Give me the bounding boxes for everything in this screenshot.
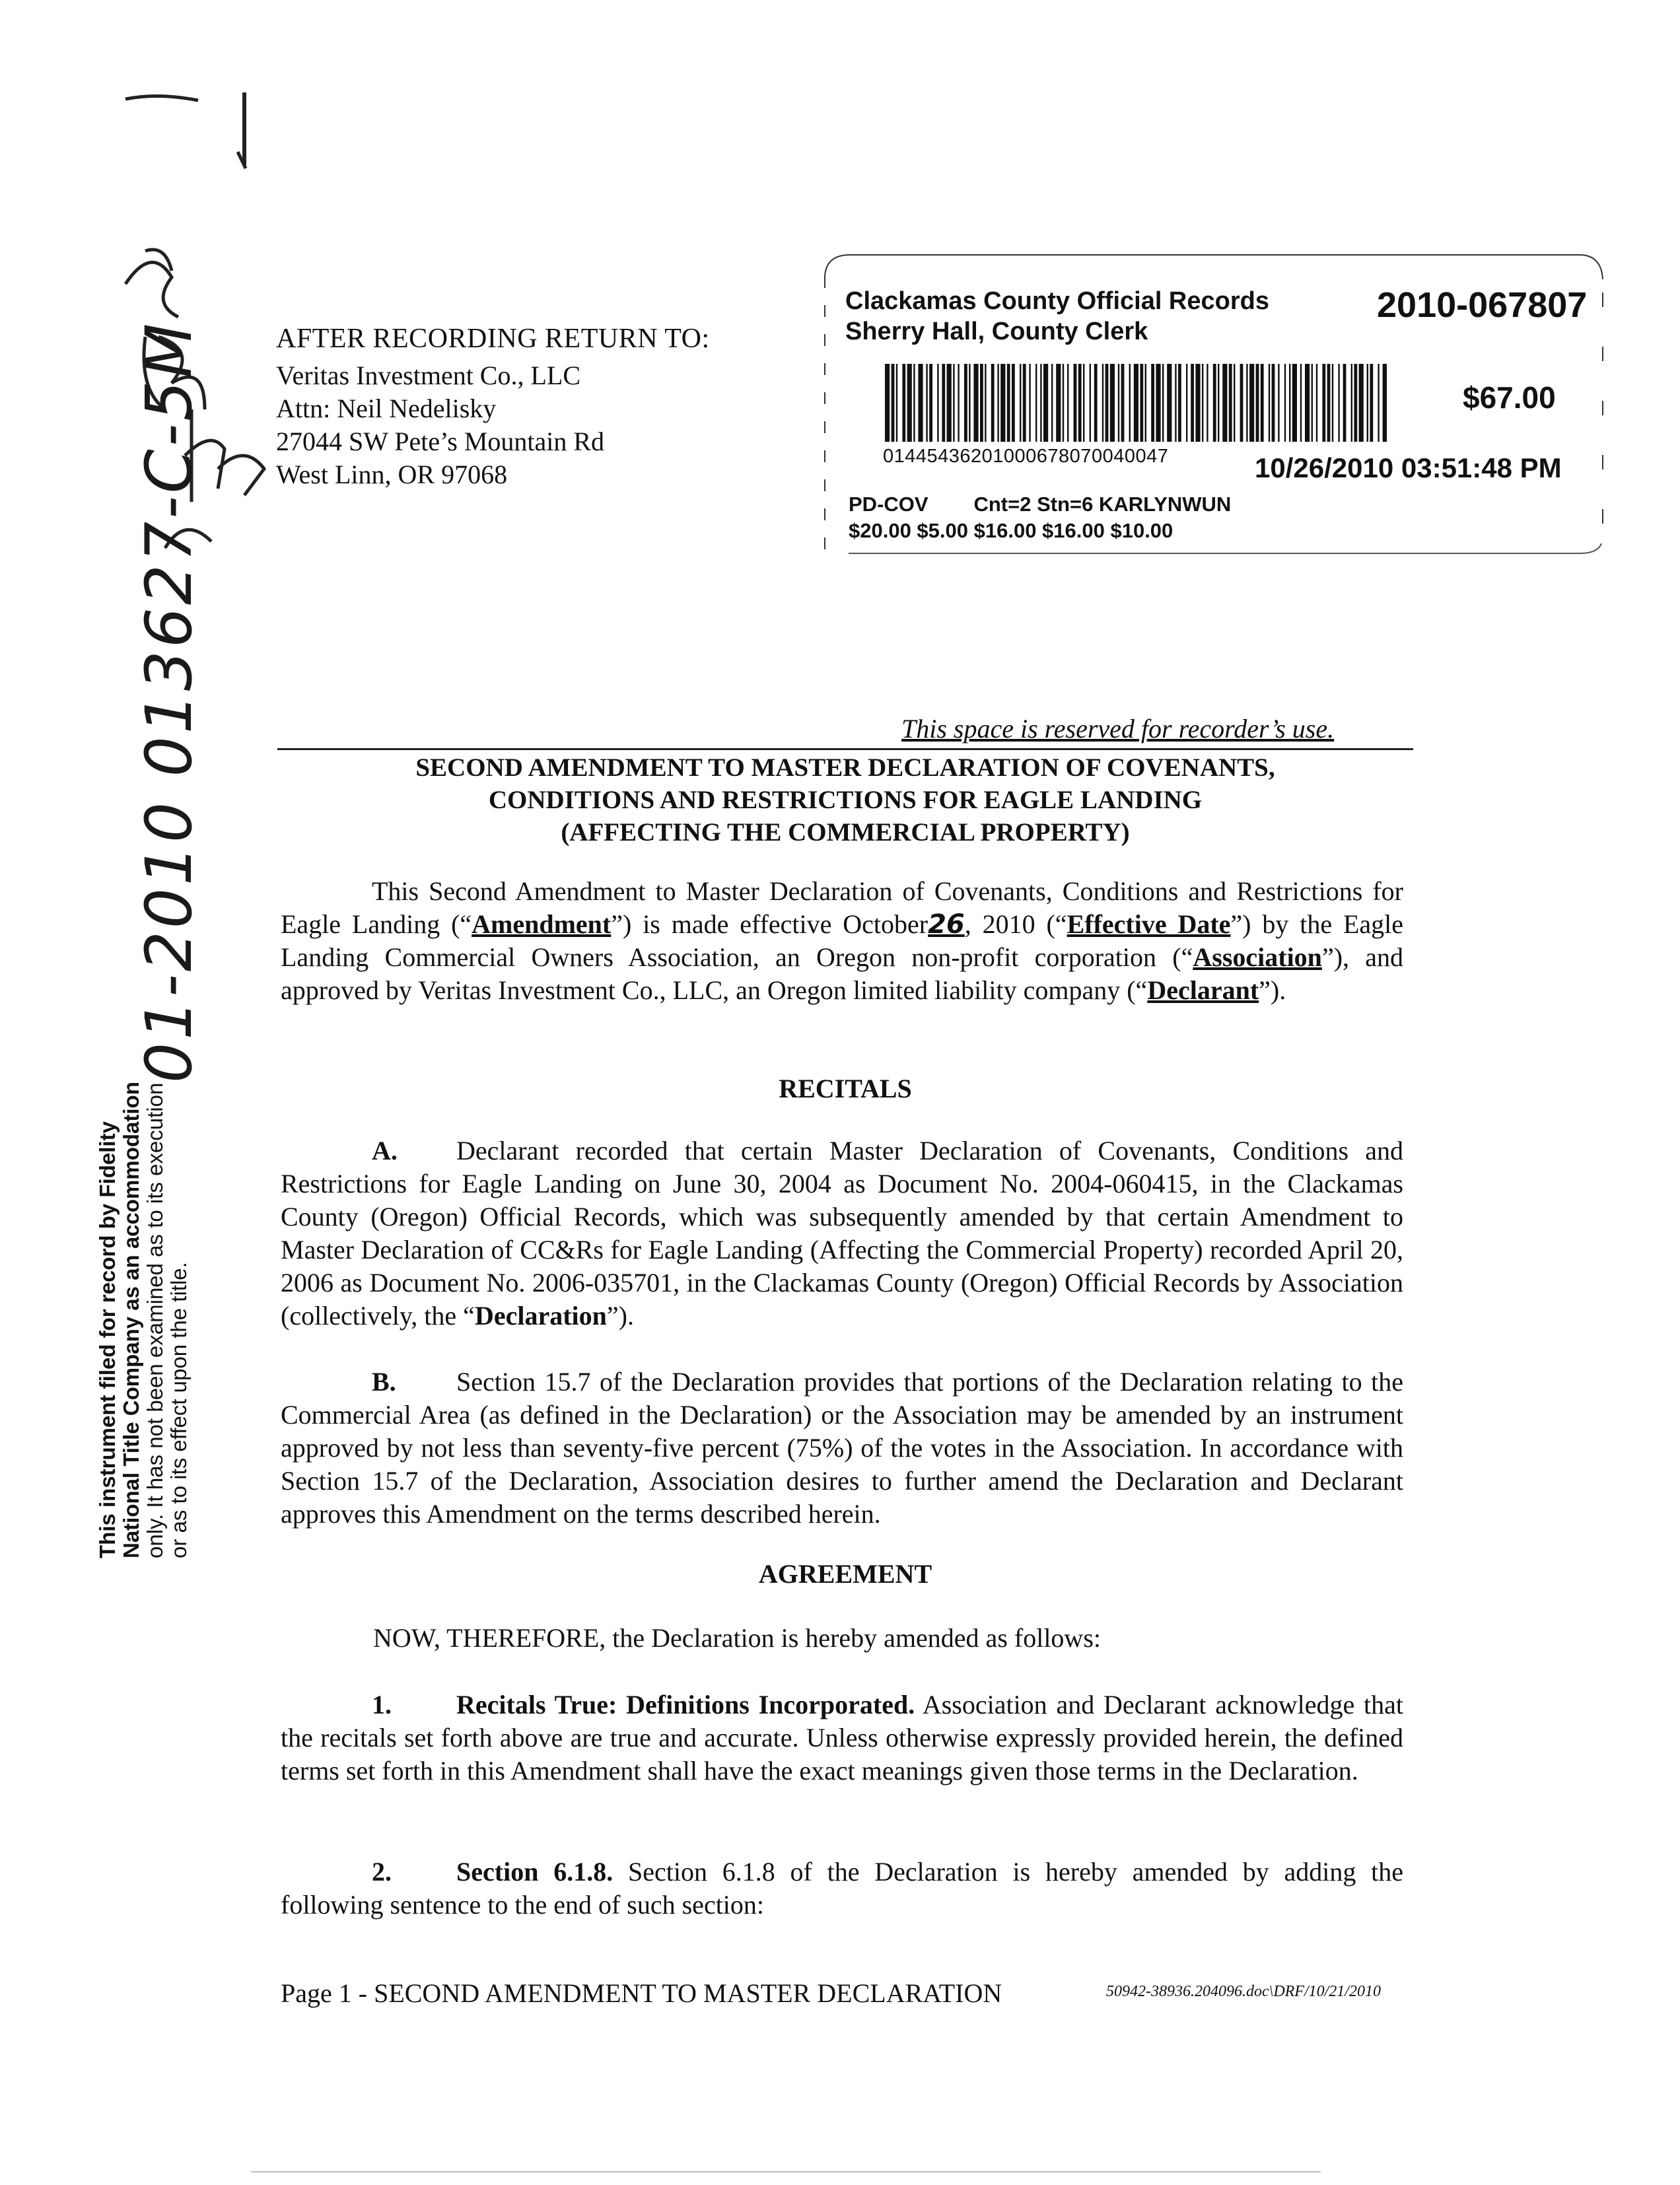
- defined-term-declarant: Declarant: [1147, 975, 1259, 1005]
- return-address-block: [276, 322, 710, 491]
- recording-office-line-2: Sherry Hall, County Clerk: [845, 318, 1148, 345]
- recital-a-text-end: ”).: [606, 1301, 634, 1331]
- return-address-heading: AFTER RECORDING RETURN TO:: [276, 324, 710, 354]
- section-2-text: Section 6.1.8 of the Declaration is hereby amended by adding the following sentence to the end of such section:: [281, 1857, 1404, 1920]
- return-address-line-4: West Linn, OR 97068: [276, 460, 508, 489]
- intro-text-5: ”), and approved by Veritas Investment Co., LLC, an Oregon limited liability company (“: [281, 942, 1404, 1005]
- recording-fee-breakdown: $20.00 $5.00 $16.00 $16.00 $10.00: [849, 519, 1173, 542]
- recital-b: [281, 1366, 1403, 1531]
- recording-code: PD-COV Cnt=2 Stn=6 KARLYNWUN: [849, 493, 1232, 516]
- intro-paragraph: [281, 875, 1403, 1007]
- return-address-line-1: Veritas Investment Co., LLC: [276, 361, 581, 390]
- page-footer: Page 1 - SECOND AMENDMENT TO MASTER DECLARATION: [281, 1978, 1002, 2008]
- disclaimer-line-1: This instrument filed for record by Fidelity: [95, 1121, 120, 1558]
- recording-stamp: [822, 253, 1605, 557]
- intro-text-1: This Second Amendment to Master Declaration of Covenants, Conditions and Restrictions for Eagle Landing (“: [281, 876, 1403, 939]
- disclaimer-line-3: only. It has not been examined as to its execution: [143, 1082, 167, 1558]
- recital-a-text: Declarant recorded that certain Master Declaration of Covenants, Conditions and Restrictions for Eagle Landing on June 30, 2004 as Document No. 2004-060415, in the Clackamas County (Oregon) Official Records, which was subsequently amended by that certain Amendment to Master Declaration of CC&Rs for Eagle Landing (Affecting the Commercial Property) recorded April 20, 2006 as Document No. 2006-035701, in the Clackamas County (Oregon) Official Records by Association (collectively, the “: [281, 1136, 1403, 1331]
- document-title: [277, 751, 1413, 849]
- defined-term-effective-date: Effective Date: [1067, 909, 1231, 939]
- section-1-text: Association and Declarant acknowledge that the recitals set forth above are true and accurate. Unless otherwise expressly provided herein, the defined terms set forth in this Amendment shall have the exact meanings given those terms in the Declaration.: [281, 1690, 1403, 1786]
- section-1-title: Recitals True: Definitions Incorporated.: [456, 1690, 915, 1719]
- section-2-number: 2.: [372, 1857, 392, 1887]
- title-company-disclaimer: [96, 1082, 191, 1558]
- recorder-use-note: This space is reserved for recorder’s use.: [901, 714, 1335, 744]
- disclaimer-line-4: or as to its effect upon the title.: [166, 1262, 191, 1558]
- recital-b-text: Section 15.7 of the Declaration provides that portions of the Declaration relating to the Commercial Area (as defined in the Declaration) or the Association may be amended by an instrument approved by not less than seventy-five percent (75%) of the votes in the Association. In accordance with Section 15.7 of the Declaration, Association desires to further amend the Declaration and Declarant approves this Amendment on the terms described herein.: [281, 1367, 1403, 1529]
- recording-document-number: 2010-067807: [1377, 285, 1588, 325]
- section-1-number: 1.: [372, 1690, 392, 1719]
- handwritten-effective-day: 26: [928, 909, 965, 940]
- recording-fee-total: $67.00: [1463, 380, 1556, 415]
- document-title-line-1: SECOND AMENDMENT TO MASTER DECLARATION OF COVENANTS,: [415, 753, 1275, 782]
- title-divider: [277, 748, 1413, 750]
- recital-a: [281, 1134, 1403, 1333]
- section-2: [281, 1856, 1403, 1922]
- return-address-line-2: Attn: Neil Nedelisky: [276, 394, 497, 423]
- recital-b-label: B.: [372, 1367, 396, 1397]
- document-title-line-3: (AFFECTING THE COMMERCIAL PROPERTY): [561, 818, 1130, 847]
- defined-term-association: Association: [1193, 942, 1322, 972]
- disclaimer-line-2: National Title Company as an accommodation: [119, 1082, 143, 1558]
- document-title-line-2: CONDITIONS AND RESTRICTIONS FOR EAGLE LANDING: [488, 786, 1203, 814]
- agreement-heading: AGREEMENT: [758, 1559, 932, 1589]
- bottom-edge-line: [251, 2171, 1321, 2172]
- intro-text-2: ”) is made effective October: [611, 909, 928, 939]
- handwritten-recording-number: 01-2010 013627-C-5M: [132, 320, 206, 1083]
- defined-term-amendment: Amendment: [472, 909, 612, 939]
- recording-datetime: 10/26/2010 03:51:48 PM: [1255, 452, 1562, 483]
- section-2-title: Section 6.1.8.: [456, 1857, 613, 1887]
- recording-office: [845, 286, 1269, 347]
- recital-a-label: A.: [372, 1136, 398, 1165]
- intro-text-6: ”).: [1259, 975, 1286, 1005]
- barcode-number: 01445436201000678070040047: [883, 446, 1169, 467]
- defined-term-declaration: Declaration: [474, 1301, 607, 1331]
- recording-office-line-1: Clackamas County Official Records: [845, 287, 1269, 315]
- intro-text-3: , 2010 (“: [964, 909, 1067, 939]
- barcode-icon: [885, 364, 1387, 442]
- section-1: [281, 1688, 1403, 1787]
- recitals-heading: RECITALS: [779, 1074, 912, 1103]
- agreement-intro: NOW, THEREFORE, the Declaration is hereby amended as follows:: [373, 1623, 1101, 1653]
- intro-text-4: ”) by the Eagle Landing Commercial Owners Association, an Oregon non-profit corporation (“: [281, 909, 1403, 972]
- footer-document-reference: 50942-38936.204096.doc\DRF/10/21/2010: [1106, 1983, 1381, 2000]
- return-address-line-3: 27044 SW Pete’s Mountain Rd: [276, 427, 605, 456]
